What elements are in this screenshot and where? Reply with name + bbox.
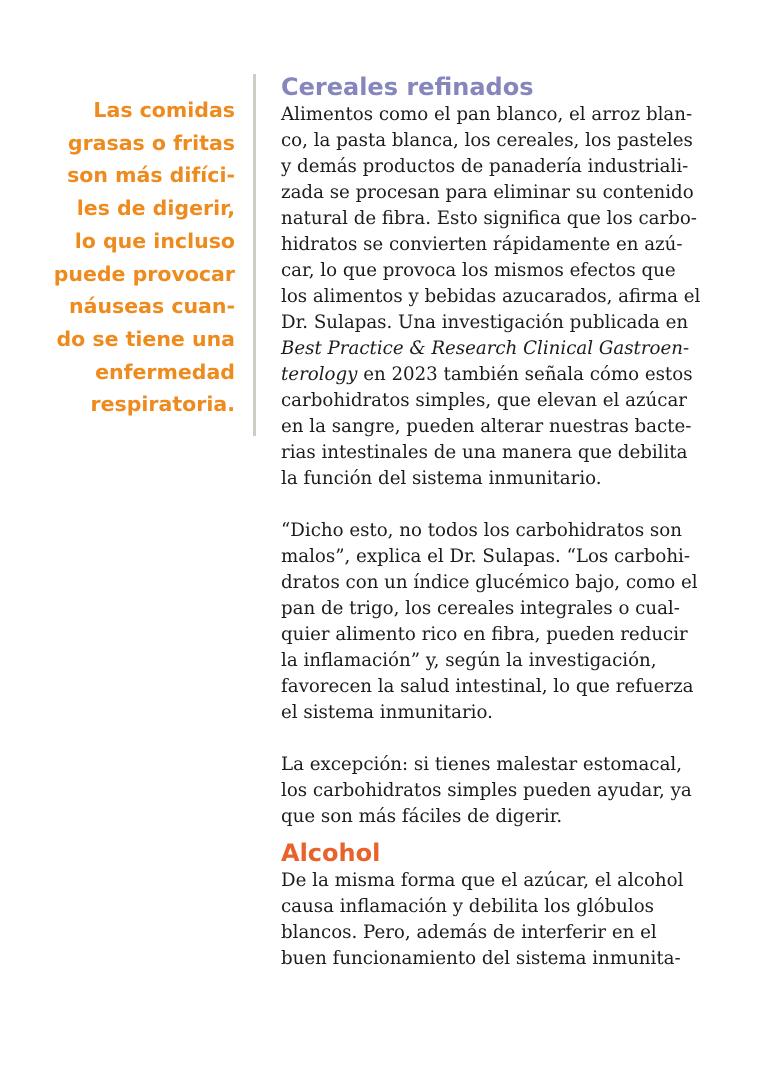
article-column [281,72,741,972]
paragraph [281,518,741,726]
text-line: favorecen la salud intestinal, lo que refuerza [281,676,694,697]
text-line: dratos con un índice glucémico bajo, como el [281,572,698,593]
text-line: los carbohidratos simples pueden ayudar, ya [281,780,692,801]
paragraph-spacer [281,492,741,518]
paragraph [281,868,741,972]
text-fragment: en 2023 también señala cómo estos [357,364,693,385]
paragraph [281,752,741,830]
text-line: hidratos se convierten rápidamente en azú- [281,234,683,255]
paragraph [281,102,741,492]
text-line: y demás productos de panadería industriali- [281,156,689,177]
text-line: la función del sistema inmunitario. [281,468,602,489]
text-line: natural de fibra. Esto significa que los carbo- [281,208,697,229]
text-line: causa inflamación y debilita los glóbulos [281,896,654,917]
text-line: carbohidratos simples, que elevan el azúcar [281,390,687,411]
text-line: co, la pasta blanca, los cereales, los pasteles [281,130,693,151]
paragraph-spacer [281,726,741,752]
text-line: los alimentos y bebidas azucarados, afirma el [281,286,701,307]
text-line: la inflamación” y, según la investigación, [281,650,657,671]
text-line: quier alimento rico en fibra, pueden reducir [281,624,688,645]
pull-quote-line: Las comidas [93,98,235,122]
section-heading-cereales-refinados: Cereales refinados [281,73,534,101]
text-line: buen funcionamiento del sistema inmunita- [281,948,681,969]
text-line: “Dicho esto, no todos los carbohidratos son [281,520,682,541]
text-line: De la misma forma que el azúcar, el alcohol [281,870,684,891]
pull-quote-line: lo que incluso [74,228,235,253]
section-heading-alcohol: Alcohol [281,839,381,867]
journal-title-end: terology [281,364,358,385]
text-line: car, lo que provoca los mismos efectos que [281,260,676,281]
text-line: zada se procesan para eliminar su contenido [281,182,694,203]
text-line: malos”, explica el Dr. Sulapas. “Los carbohi- [281,546,691,567]
text-line: el sistema inmunitario. [281,702,493,723]
pull-quote-line: puede provocar [53,261,235,286]
text-line [281,362,741,388]
pull-quote-line: grasas o fritas [67,130,235,155]
column-divider [253,74,256,436]
text-line: rias intestinales de una manera que debilita [281,442,688,463]
pull-quote-line: son más difíci- [67,163,235,188]
text-line: Dr. Sulapas. Una investigación publicada en [281,312,689,333]
text-line: blancos. Pero, además de interferir en el [281,922,657,943]
pull-quote-line: náuseas cuan- [69,294,235,319]
text-line: en la sangre, pueden alterar nuestras bacte- [281,416,692,437]
text-line: Alimentos como el pan blanco, el arroz blan- [281,104,693,125]
pull-quote-line: do se tiene una [56,326,235,351]
text-line: que son más fáciles de digerir. [281,806,563,827]
pull-quote-line: les de digerir, [76,196,235,221]
pull-quote [30,94,235,421]
text-line: pan de trigo, los cereales integrales o cual- [281,598,680,619]
pull-quote-line: enfermedad [95,359,235,384]
journal-title-line: Best Practice & Research Clinical Gastroen- [281,338,690,359]
text-line: La excepción: si tienes malestar estomacal, [281,754,683,775]
pull-quote-line: respiratoria. [90,392,235,417]
